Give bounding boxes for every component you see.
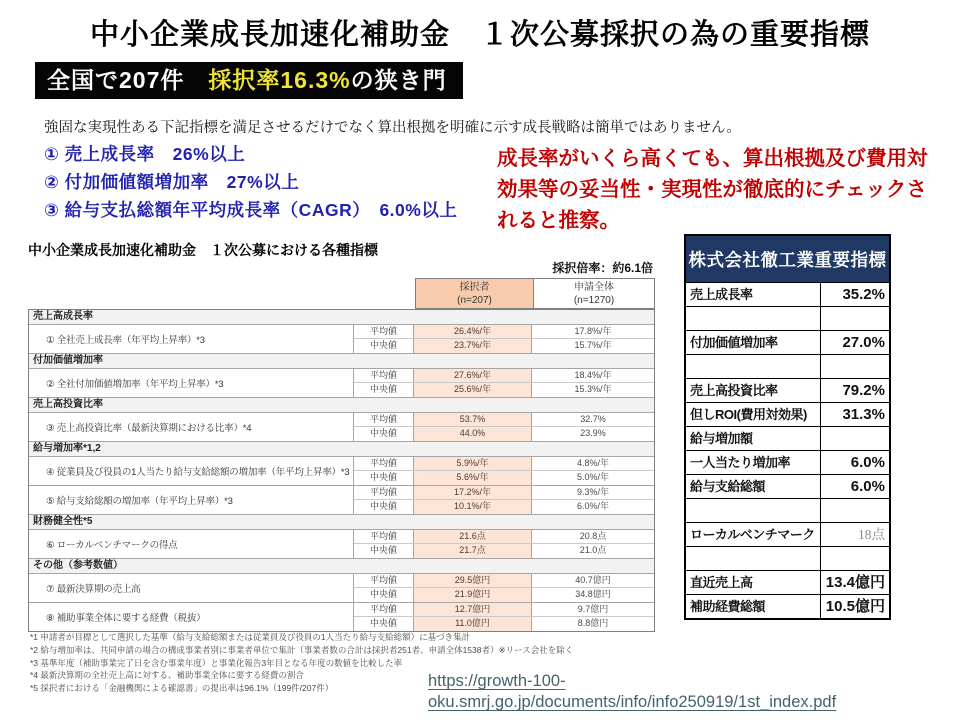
table-stat-row bbox=[354, 457, 654, 471]
company-metric-spacer-row bbox=[686, 498, 889, 522]
metrics-table bbox=[28, 240, 655, 628]
company-metric-row bbox=[686, 402, 889, 426]
company-metric-row bbox=[686, 594, 889, 618]
criterion-3: ③ 給与支払総額年平均成長率（CAGR） 6.0%以上 bbox=[44, 200, 458, 220]
banner-highlight: 採択率16.3% bbox=[208, 67, 351, 93]
column-header-adopted-n: (n=207) bbox=[457, 295, 492, 306]
company-metric-row bbox=[686, 570, 889, 594]
value-adopted: 25.6%/年 bbox=[414, 383, 532, 397]
company-metric-row bbox=[686, 426, 889, 450]
value-all: 15.3%/年 bbox=[574, 384, 612, 394]
stat-name: 平均値 bbox=[354, 486, 414, 499]
footnote-4: *4 最新決算期の全社売上高に対する、補助事業全体に要する経費の割合 bbox=[30, 670, 304, 681]
value-adopted: 5.9%/年 bbox=[414, 457, 532, 470]
adoption-ratio-note: 採択倍率：約6.1倍 bbox=[552, 261, 653, 275]
stat-name: 中央値 bbox=[354, 617, 414, 631]
value-all: 32.7% bbox=[580, 414, 606, 424]
value-all: 17.8%/年 bbox=[574, 326, 612, 336]
company-metric-label: 付加価値増加率 bbox=[686, 331, 821, 354]
company-metric-value: 18点 bbox=[858, 527, 885, 542]
stat-name: 平均値 bbox=[354, 574, 414, 587]
value-adopted: 21.9億円 bbox=[414, 588, 532, 602]
table-item-label: ⑥ ローカルベンチマークの得点 bbox=[29, 530, 354, 558]
source-pdf-link-line2: oku.smrj.go.jp/documents/info/info250919/1st_index.pdf bbox=[428, 693, 837, 711]
company-metrics-rows bbox=[686, 282, 889, 618]
table-item-stats bbox=[354, 325, 654, 353]
table-stat-row bbox=[354, 500, 654, 514]
table-item-row bbox=[29, 369, 654, 398]
company-metric-row bbox=[686, 330, 889, 354]
company-metric-spacer-row bbox=[686, 546, 889, 570]
table-item-label: ④ 従業員及び役員の1人当たり給与支給総額の増加率（年平均上昇率）*3 bbox=[29, 457, 354, 485]
value-adopted: 12.7億円 bbox=[414, 603, 532, 616]
company-metrics-table bbox=[684, 234, 891, 620]
company-metric-label: 売上高投資比率 bbox=[686, 379, 821, 402]
company-metric-value: 10.5億円 bbox=[825, 598, 885, 615]
table-stat-row bbox=[354, 617, 654, 631]
value-adopted: 26.4%/年 bbox=[414, 325, 532, 338]
table-item-label: ⑧ 補助事業全体に要する経費（税抜） bbox=[29, 603, 354, 631]
criterion-2: ② 付加価値額増加率 27%以上 bbox=[44, 172, 300, 192]
stat-name: 中央値 bbox=[354, 471, 414, 485]
table-item-label: ③ 売上高投資比率（最新決算期における比率）*4 bbox=[29, 413, 354, 441]
table-section-header: 付加価値増加率 bbox=[29, 354, 654, 369]
company-metric-label bbox=[686, 307, 821, 330]
value-all: 21.0点 bbox=[579, 545, 607, 555]
table-stat-row bbox=[354, 413, 654, 427]
value-adopted: 21.7点 bbox=[414, 544, 532, 558]
company-metric-value bbox=[821, 427, 889, 450]
table-item-stats bbox=[354, 530, 654, 558]
table-section-header: 売上高成長率 bbox=[29, 310, 654, 325]
company-metric-label: 但しROI(費用対効果) bbox=[686, 403, 821, 426]
company-metric-spacer-row bbox=[686, 354, 889, 378]
footnote-5: *5 採択者における「金融機関による確認書」の提出率は96.1%（199件/207件） bbox=[30, 683, 334, 694]
table-section-header: 財務健全性*5 bbox=[29, 515, 654, 530]
metrics-table-column-headers bbox=[415, 278, 655, 309]
stat-name: 平均値 bbox=[354, 325, 414, 338]
stat-name: 平均値 bbox=[354, 457, 414, 470]
table-item-stats bbox=[354, 603, 654, 631]
company-metric-label: 給与支給総額 bbox=[686, 475, 821, 498]
table-section-header: その他（参考数値） bbox=[29, 559, 654, 574]
company-metric-value bbox=[821, 307, 889, 330]
value-adopted: 11.0億円 bbox=[414, 617, 532, 631]
adoption-rate-banner bbox=[35, 62, 463, 99]
company-metric-value: 79.2% bbox=[842, 382, 885, 399]
stat-name: 中央値 bbox=[354, 544, 414, 558]
table-item-row bbox=[29, 574, 654, 603]
criteria-list bbox=[44, 140, 457, 224]
stat-name: 中央値 bbox=[354, 339, 414, 353]
column-header-all-name: 申請全体 bbox=[574, 282, 614, 293]
company-metric-value bbox=[821, 547, 889, 570]
company-metric-label: 直近売上高 bbox=[686, 571, 821, 594]
table-item-stats bbox=[354, 486, 654, 514]
company-metric-label: 一人当たり増加率 bbox=[686, 451, 821, 474]
intro-text: 強固な実現性ある下記指標を満足させるだけでなく算出根拠を明確に示す成長戦略は簡単ではありません。 bbox=[44, 120, 741, 136]
stat-name: 中央値 bbox=[354, 427, 414, 441]
company-metric-value bbox=[821, 355, 889, 378]
company-metric-label bbox=[686, 547, 821, 570]
value-adopted: 5.6%/年 bbox=[414, 471, 532, 485]
company-metric-row bbox=[686, 450, 889, 474]
footnote-1: *1 申請者が目標として選択した基準（給与支給総額または従業員及び役員の1人当たり給与支給総額）に基づき集計 bbox=[30, 632, 471, 642]
table-section-header: 売上高投資比率 bbox=[29, 398, 654, 413]
table-item-label: ② 全社付加価値増加率（年平均上昇率）*3 bbox=[29, 369, 354, 397]
column-header-all-n: (n=1270) bbox=[573, 295, 615, 306]
stat-name: 中央値 bbox=[354, 500, 414, 514]
banner-suffix: の狭き門 bbox=[350, 67, 447, 93]
company-metric-label: 給与増加額 bbox=[686, 427, 821, 450]
value-all: 4.8%/年 bbox=[576, 458, 609, 468]
company-metric-row bbox=[686, 474, 889, 498]
stat-name: 平均値 bbox=[354, 369, 414, 382]
value-adopted: 17.2%/年 bbox=[414, 486, 532, 499]
company-metric-value: 27.0% bbox=[842, 334, 885, 351]
company-metric-label bbox=[686, 355, 821, 378]
company-metric-label: 補助経費総額 bbox=[686, 595, 821, 618]
company-metric-label bbox=[686, 499, 821, 522]
metrics-table-title: 中小企業成長加速化補助金 １次公募における各種指標 bbox=[28, 242, 378, 258]
value-all: 6.0%/年 bbox=[576, 501, 609, 511]
value-all: 34.8億円 bbox=[575, 589, 611, 599]
company-metric-value bbox=[821, 499, 889, 522]
table-item-stats bbox=[354, 369, 654, 397]
value-adopted: 29.5億円 bbox=[414, 574, 532, 587]
table-stat-row bbox=[354, 339, 654, 353]
table-item-label: ⑤ 給与支給総額の増加率（年平均上昇率）*3 bbox=[29, 486, 354, 514]
stat-name: 平均値 bbox=[354, 603, 414, 616]
column-header-adopted-name: 採択者 bbox=[459, 282, 490, 293]
table-stat-row bbox=[354, 574, 654, 588]
table-stat-row bbox=[354, 471, 654, 485]
table-item-row bbox=[29, 325, 654, 354]
table-stat-row bbox=[354, 530, 654, 544]
table-item-row bbox=[29, 457, 654, 486]
column-header-adopted bbox=[415, 278, 533, 309]
table-item-stats bbox=[354, 413, 654, 441]
stat-name: 中央値 bbox=[354, 383, 414, 397]
table-stat-row bbox=[354, 486, 654, 500]
table-item-label: ⑦ 最新決算期の売上高 bbox=[29, 574, 354, 602]
footnote-2: *2 給与増加率は、共同申請の場合の構成事業者別に事業者単位で集計（事業者数の合計は採択者251者、申請全体1538者）※リース会社を除く bbox=[30, 644, 574, 655]
value-adopted: 23.7%/年 bbox=[414, 339, 532, 353]
value-adopted: 44.0% bbox=[414, 427, 532, 441]
company-metric-value: 35.2% bbox=[842, 286, 885, 303]
table-item-stats bbox=[354, 574, 654, 602]
value-all: 9.7億円 bbox=[577, 604, 609, 614]
value-all: 8.8億円 bbox=[577, 618, 609, 628]
table-stat-row bbox=[354, 427, 654, 441]
value-all: 9.3%/年 bbox=[576, 487, 609, 497]
table-section-header: 給与増加率*1,2 bbox=[29, 442, 654, 457]
company-metric-row bbox=[686, 378, 889, 402]
table-item-row bbox=[29, 603, 654, 631]
column-header-all bbox=[533, 278, 655, 309]
table-item-stats bbox=[354, 457, 654, 485]
value-adopted: 53.7% bbox=[414, 413, 532, 426]
value-adopted: 21.6点 bbox=[414, 530, 532, 543]
stat-name: 平均値 bbox=[354, 530, 414, 543]
source-pdf-link[interactable] bbox=[428, 671, 836, 713]
value-all: 18.4%/年 bbox=[574, 370, 612, 380]
company-metric-row bbox=[686, 282, 889, 306]
company-metric-value: 6.0% bbox=[850, 478, 885, 495]
company-metric-spacer-row bbox=[686, 306, 889, 330]
table-item-label: ① 全社売上成長率（年平均上昇率）*3 bbox=[29, 325, 354, 353]
banner-prefix: 全国で207件 bbox=[47, 67, 209, 93]
company-metric-value: 13.4億円 bbox=[825, 574, 885, 591]
table-stat-row bbox=[354, 603, 654, 617]
footnote-3: *3 基準年度（補助事業完了日を含む事業年度）と事業化報告3年目となる年度の数値を比較した率 bbox=[30, 657, 403, 668]
table-stat-row bbox=[354, 325, 654, 339]
company-metrics-table-title: 株式会社徹工業重要指標 bbox=[686, 236, 889, 282]
page-title: 中小企業成長加速化補助金 １次公募採択の為の重要指標 bbox=[89, 19, 870, 51]
table-stat-row bbox=[354, 544, 654, 558]
metrics-table-body bbox=[28, 309, 655, 632]
stat-name: 中央値 bbox=[354, 588, 414, 602]
value-adopted: 27.6%/年 bbox=[414, 369, 532, 382]
table-item-row bbox=[29, 486, 654, 515]
company-metric-label: 売上成長率 bbox=[686, 283, 821, 306]
value-all: 20.8点 bbox=[579, 531, 607, 541]
source-pdf-link-line1: https://growth-100- bbox=[428, 672, 566, 690]
value-all: 5.0%/年 bbox=[576, 472, 609, 482]
company-metric-value: 6.0% bbox=[850, 454, 885, 471]
value-all: 23.9% bbox=[580, 428, 606, 438]
company-metric-row bbox=[686, 522, 889, 546]
table-stat-row bbox=[354, 369, 654, 383]
warning-note: 成長率がいくら高くても、算出根拠及び費用対効果等の妥当性・実現性が徹底的にチェックされると推察。 bbox=[497, 147, 928, 232]
value-all: 15.7%/年 bbox=[574, 340, 612, 350]
table-item-row bbox=[29, 413, 654, 442]
criterion-1: ① 売上成長率 26%以上 bbox=[44, 144, 246, 164]
table-stat-row bbox=[354, 588, 654, 602]
table-stat-row bbox=[354, 383, 654, 397]
value-all: 40.7億円 bbox=[575, 575, 611, 585]
value-adopted: 10.1%/年 bbox=[414, 500, 532, 514]
table-item-row bbox=[29, 530, 654, 559]
company-metric-value: 31.3% bbox=[842, 406, 885, 423]
stat-name: 平均値 bbox=[354, 413, 414, 426]
company-metric-label: ローカルベンチマーク bbox=[686, 523, 821, 546]
